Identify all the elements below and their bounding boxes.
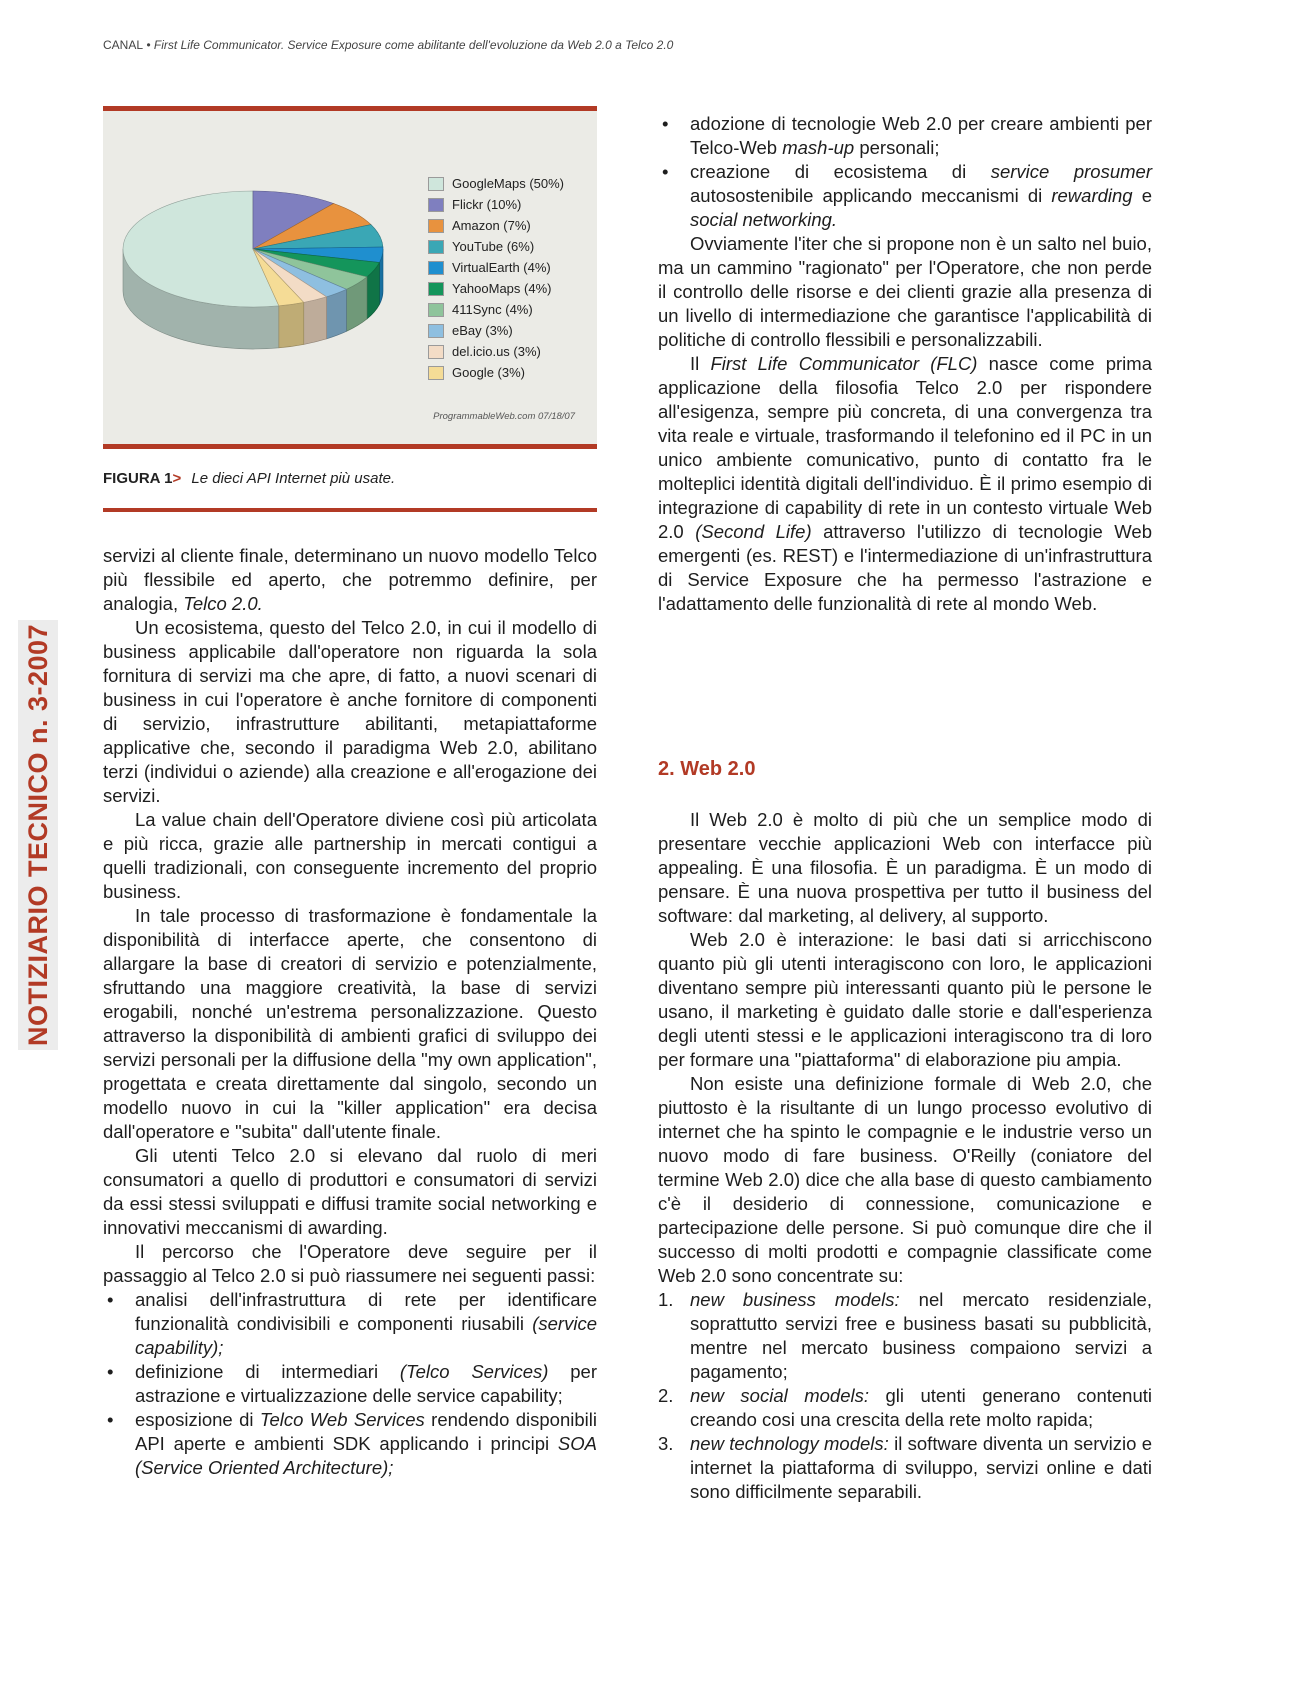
running-header [103,38,673,52]
pie-slice-side [279,302,304,347]
legend-item [428,320,564,341]
list-item: • esposizione di Telco Web Services rendendo disponibili API aperte e ambienti SDK applicando i principi SOA (Service Oriented Architecture); [103,1408,597,1480]
legend-swatch [428,198,444,212]
legend-label: Amazon (7%) [452,218,531,233]
bullet-list [103,1288,597,1480]
legend-label: YouTube (6%) [452,239,535,254]
right-column-top [658,112,1152,616]
caption-rule [103,508,597,512]
legend-label: YahooMaps (4%) [452,281,552,296]
right-column-bottom [658,808,1152,1504]
legend-swatch [428,324,444,338]
legend-item [428,257,564,278]
legend-item [428,278,564,299]
paragraph: Il Web 2.0 è molto di più che un semplice modo di presentare vecchie applicazioni Web con interfacce più appealing. È una filosofia. È un paradigma. È un modo di pensare. È una nuova prospettiva per tutto il business del software: dal marketing, al delivery, al supporto. [658,809,1152,926]
paragraph: In tale processo di trasformazione è fondamentale la disponibilità di interfacce aperte, che consentono di allargare la base di creatori di servizio e potenzialmente, sfruttando una maggiore creatività, la base di servizi erogabili, nonché un'estrema personalizzazione. Questo attraverso la disponibilità di ambienti grafici di sviluppo dei servizi personali per la diffusione della "my own application", progettata e creata direttamente dal singolo, secondo un modello nuovo in cui la "killer application" era decisa dall'operatore e "subita" dall'utente finale. [103,905,597,1142]
legend-label: VirtualEarth (4%) [452,260,551,275]
paragraph: Il percorso che l'Operatore deve seguire per il passaggio al Telco 2.0 si può riassumere nei seguenti passi: [103,1241,597,1286]
header-title: First Life Communicator. Service Exposure come abilitante dell'evoluzione da Web 2.0 a Telco 2.0 [153,38,674,52]
figure-caption [103,470,395,487]
pie-slice-side [304,297,327,345]
legend-label: Google (3%) [452,365,525,380]
left-column [103,544,597,1480]
pie-slice-side [327,289,347,338]
legend-label: GoogleMaps (50%) [452,176,564,191]
journal-sidebar-label: NOTIZIARIO TECNICO n. 3-2007 [23,623,53,1047]
legend-swatch [428,366,444,380]
legend-item [428,341,564,362]
paragraph: La value chain dell'Operatore diviene così più articolata e più ricca, grazie alle partnership in mercati contigui a quelli tradizionali, con conseguente incremento del proprio business. [103,809,597,902]
legend-label: Flickr (10%) [452,197,522,212]
paragraph: Il First Life Communicator (FLC) nasce come prima applicazione della filosofia Telco 2.0 per rispondere all'esigenza, sempre più concreta, di una convergenza tra vita reale e virtuale, trasformando il telefonino ed il PC in un unico ambiente comunicativo, punto di contatto fra le molteplici identità digitali dell'individuo. È il primo esempio di integrazione di capability di rete in un contesto virtuale Web 2.0 (Second Life) attraverso l'utilizzo di tecnologie Web emergenti (es. REST) e l'intermediazione di un'infrastruttura di Service Exposure che ha permesso l'astrazione e l'adattamento delle funzionalità di rete al mondo Web. [658,353,1152,614]
chart-source: ProgrammableWeb.com 07/18/07 [433,411,575,422]
legend-swatch [428,177,444,191]
legend-swatch [428,282,444,296]
paragraph: Web 2.0 è interazione: le basi dati si arricchiscono quanto più gli utenti interagiscono con loro, le applicazioni diventano sempre più interessanti quanto più le persone le usano, il marketing è guidato dalle storie e dall'esperienza degli utenti stessi e le applicazioni interagiscono tra di loro per formare una "piattaforma" di elaborazione piu ampia. [658,929,1152,1070]
paragraph: Un ecosistema, questo del Telco 2.0, in cui il modello di business applicabile dall'operatore non riguarda la sola fornitura di servizi ma che apre, di fatto, a nuovi scenari di business in cui l'operatore è anche fornitore di componenti di servizio, infrastrutture abilitanti, metapiattaforme applicative che, secondo il paradigma Web 2.0, abilitano terzi (individui o aziende) alla creazione e all'erogazione dei servizi. [103,617,597,806]
bullet-list [658,112,1152,232]
legend-swatch [428,303,444,317]
legend-swatch [428,345,444,359]
legend-item [428,194,564,215]
list-item: 2. new social models: gli utenti generano contenuti creando cosi una crescita della rete molto rapida; [658,1385,1152,1430]
paragraph: Ovviamente l'iter che si propone non è un salto nel buio, ma un cammino "ragionato" per l'Operatore, che non perde il controllo delle risorse e dei clienti grazie alla presenza di un livello di intermediazione che garantisce l'applicabilità di politiche di controllo flessibili e personalizzabili. [658,233,1152,350]
list-item: • adozione di tecnologie Web 2.0 per creare ambienti per Telco-Web mash-up personali; [658,112,1152,160]
legend-swatch [428,219,444,233]
figure-arrow: > [172,470,182,487]
figure-label: FIGURA 1 [103,470,173,487]
numbered-list [658,1288,1152,1504]
header-source: CANAL [103,38,144,52]
legend-item [428,299,564,320]
paragraph: Gli utenti Telco 2.0 si elevano dal ruolo di meri consumatori a quello di produttori e consumatori di servizi da essi stessi sviluppati e diffusi tramite social networking e innovativi meccanismi di awarding. [103,1145,597,1238]
legend-item [428,173,564,194]
list-item: 1. new business models: nel mercato residenziale, soprattutto servizi free e business basati su pubblicità, mentre nel mercato business compaiono servizi a pagamento; [658,1289,1152,1382]
legend-item [428,362,564,383]
list-item: • creazione di ecosistema di service prosumer autosostenibile applicando meccanismi di rewarding e social networking. [658,160,1152,232]
legend-label: 411Sync (4%) [452,302,533,317]
section-heading: 2. Web 2.0 [658,758,756,780]
legend-swatch [428,240,444,254]
legend-label: del.icio.us (3%) [452,344,541,359]
figure-panel [103,106,597,449]
chart-legend [428,173,564,383]
legend-swatch [428,261,444,275]
legend-item [428,215,564,236]
paragraph: servizi al cliente finale, determinano un nuovo modello Telco più flessibile ed aperto, che potremmo definire, per analogia, Telco 2.0. [103,545,597,614]
header-separator: • [146,38,151,52]
list-item: • definizione di intermediari (Telco Services) per astrazione e virtualizzazione delle service capability; [103,1360,597,1408]
figure-caption-text: Le dieci API Internet più usate. [191,470,396,487]
paragraph: Non esiste una definizione formale di Web 2.0, che piuttosto è la risultante di un lungo processo evolutivo di internet che ha spinto le compagnie e le industrie verso un nuovo modo di fare business. O'Reilly (coniatore del termine Web 2.0) dice che alla base di questo cambiamento c'è il desiderio di connessione, comunicazione e partecipazione delle persone. Si può comunque dire che il successo di molti prodotti e compagnie classificate come Web 2.0 sono concentrate su: [658,1073,1152,1286]
list-item: • analisi dell'infrastruttura di rete per identificare funzionalità condivisibili e componenti riusabili (service capability); [103,1288,597,1360]
legend-label: eBay (3%) [452,323,513,338]
legend-item [428,236,564,257]
list-item: 3. new technology models: il software diventa un servizio e internet la piattaforma di sviluppo, servizi online e dati sono difficilmente separabili. [658,1433,1152,1502]
